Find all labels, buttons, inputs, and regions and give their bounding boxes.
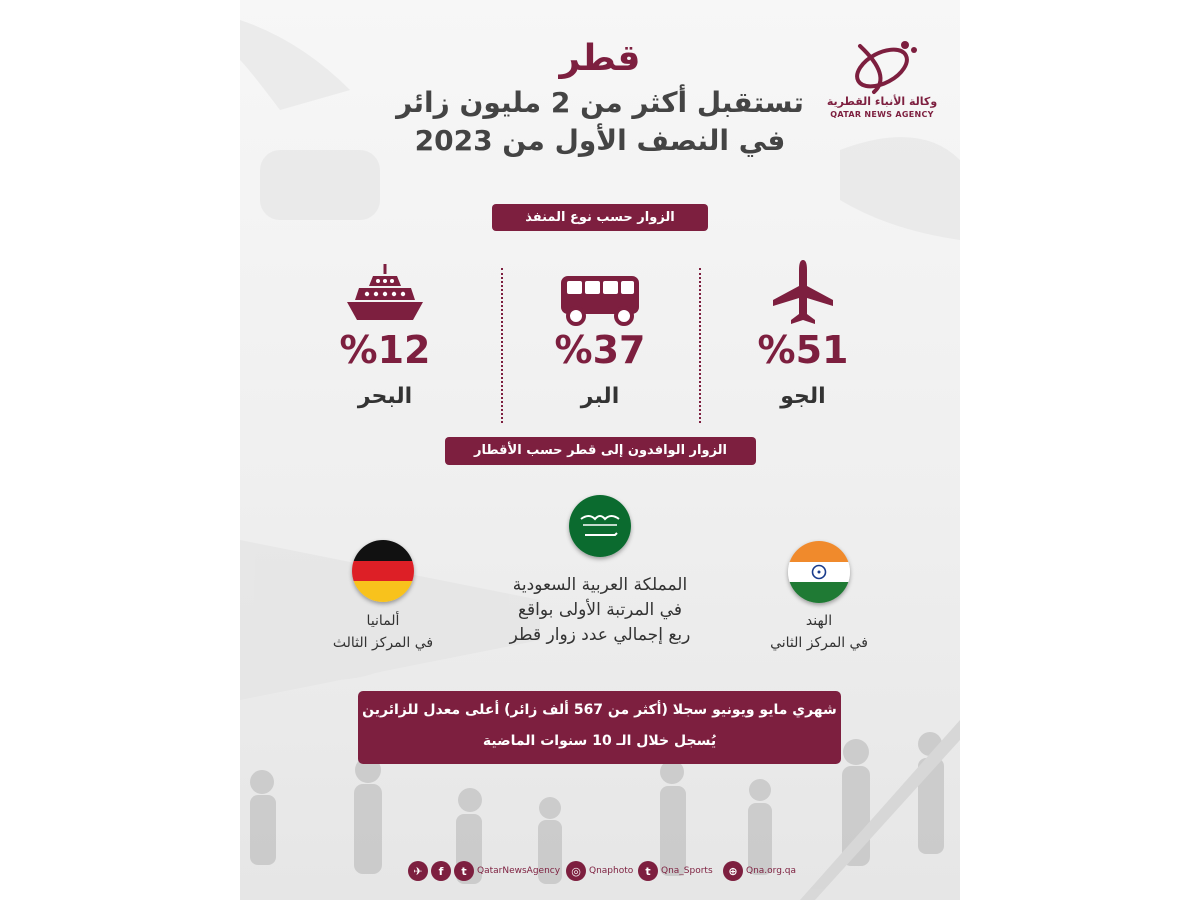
divider-right xyxy=(699,268,701,423)
instagram-icon[interactable]: ◎ xyxy=(566,861,586,881)
infographic-poster xyxy=(240,0,960,900)
air-percent: %51 xyxy=(757,328,849,372)
sea-label: البحر xyxy=(357,384,413,409)
globe-icon[interactable]: ⊕ xyxy=(723,861,743,881)
india-text xyxy=(749,610,889,654)
saudi-line-1: المملكة العربية السعودية xyxy=(512,575,688,595)
stat-box xyxy=(358,691,841,764)
saudi-line-2: في المرتبة الأولى بواقع xyxy=(518,600,682,620)
handle-qatarnewsagency[interactable]: QatarNewsAgency xyxy=(477,866,561,876)
bus-icon xyxy=(560,258,640,328)
ship-icon xyxy=(345,258,425,328)
social-group-1 xyxy=(408,859,560,883)
telegram-icon[interactable]: ✈ xyxy=(408,861,428,881)
stat-line-2: يُسجل خلال الـ 10 سنوات الماضية xyxy=(482,733,717,749)
germany-flag-icon xyxy=(352,540,414,602)
land-percent: %37 xyxy=(554,328,646,372)
saudi-line-3: ربع إجمالي عدد زوار قطر xyxy=(509,625,691,645)
sea-percent: %12 xyxy=(339,328,431,372)
logo-name-en: QATAR NEWS AGENCY xyxy=(830,110,934,119)
germany-name: ألمانيا xyxy=(366,613,400,629)
land-label: البر xyxy=(580,384,620,409)
twitter-sports-icon[interactable]: t xyxy=(638,861,658,881)
air-label: الجو xyxy=(780,384,826,409)
india-flag-icon xyxy=(788,541,850,603)
airplane-icon xyxy=(763,258,843,328)
saudi-flag-icon xyxy=(569,495,631,557)
social-group-4 xyxy=(723,859,796,883)
india-rank: في المركز الثاني xyxy=(770,635,868,651)
social-footer xyxy=(408,859,828,883)
social-group-3 xyxy=(638,859,713,883)
ports-banner: الزوار حسب نوع المنفذ xyxy=(492,204,708,231)
handle-qnaphoto[interactable]: Qnaphoto xyxy=(589,866,634,876)
logo-name-ar: وكالة الأنباء القطرية xyxy=(826,95,938,108)
saudi-description xyxy=(480,573,720,648)
social-group-2 xyxy=(566,859,633,883)
subtitle-line-1: تستقبل أكثر من 2 مليون زائر xyxy=(396,86,804,119)
facebook-icon[interactable]: f xyxy=(431,861,451,881)
countries-banner: الزوار الوافدون إلى قطر حسب الأقطار xyxy=(445,437,756,465)
subtitle-line-2: في النصف الأول من 2023 xyxy=(414,124,786,157)
website-link[interactable]: Qna.org.qa xyxy=(746,866,797,876)
handle-qna-sports[interactable]: Qna_Sports xyxy=(661,866,713,876)
page-title: قطر xyxy=(559,38,641,79)
germany-rank: في المركز الثالث xyxy=(332,635,434,651)
twitter-icon[interactable]: t xyxy=(454,861,474,881)
germany-text xyxy=(313,610,453,654)
india-name: الهند xyxy=(805,613,833,629)
divider-left xyxy=(501,268,503,423)
stat-line-1: شهري مايو ويونيو سجلا (أكثر من 567 ألف زائر) أعلى معدل للزائرين xyxy=(362,702,837,718)
